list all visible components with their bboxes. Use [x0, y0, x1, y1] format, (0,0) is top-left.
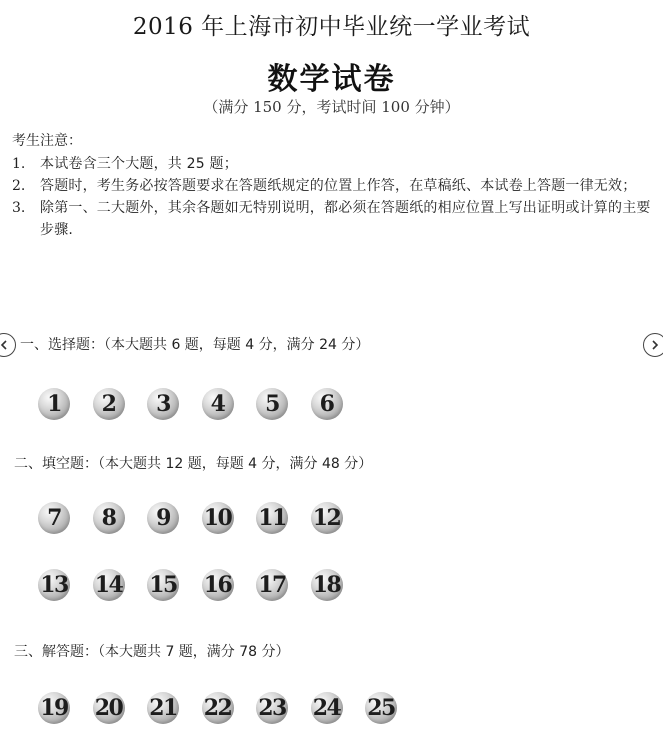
notice-item-number: 2.	[12, 178, 26, 194]
question-button-21[interactable]: 21	[147, 692, 179, 724]
section-header-multiple-choice	[0, 330, 663, 360]
section-label: 三、解答题：（本大题共 7 题，满分 78 分）	[14, 644, 290, 660]
question-button-20[interactable]: 20	[93, 692, 125, 724]
question-button-24[interactable]: 24	[311, 692, 343, 724]
chevron-left-icon	[0, 339, 10, 351]
section-header-fill-in-blank	[0, 449, 663, 479]
subject-title: 数学试卷	[267, 62, 396, 97]
question-button-13[interactable]: 13	[38, 569, 70, 601]
notice-item	[12, 153, 657, 175]
section-header-problem-solving	[0, 637, 663, 667]
next-button[interactable]	[643, 333, 663, 357]
question-button-17[interactable]: 17	[256, 569, 288, 601]
question-row	[38, 692, 420, 724]
question-button-11[interactable]: 11	[256, 502, 288, 534]
question-button-8[interactable]: 8	[93, 502, 125, 534]
section-label: 一、选择题：（本大题共 6 题，每题 4 分，满分 24 分）	[20, 337, 370, 353]
notice-item-number: 3.	[12, 200, 26, 216]
question-row	[38, 569, 365, 601]
question-button-15[interactable]: 15	[147, 569, 179, 601]
notice-item	[12, 175, 657, 197]
page-title: 2016 年上海市初中毕业统一学业考试	[132, 14, 531, 40]
question-button-16[interactable]: 16	[202, 569, 234, 601]
question-button-14[interactable]: 14	[93, 569, 125, 601]
question-row	[38, 388, 365, 420]
section-label: 二、填空题：（本大题共 12 题，每题 4 分，满分 48 分）	[14, 456, 373, 472]
notice-item-text: 答题时，考生务必按答题要求在答题纸规定的位置上作答，在草稿纸、本试卷上答题一律无效；	[40, 178, 637, 194]
question-button-9[interactable]: 9	[147, 502, 179, 534]
question-button-1[interactable]: 1	[38, 388, 70, 420]
notice-item-text: 本试卷含三个大题，共 25 题；	[40, 156, 238, 172]
question-button-6[interactable]: 6	[311, 388, 343, 420]
question-button-5[interactable]: 5	[256, 388, 288, 420]
question-button-22[interactable]: 22	[202, 692, 234, 724]
question-button-25[interactable]: 25	[365, 692, 397, 724]
notice-item-text: 除第一、二大题外，其余各题如无特别说明，都必须在答题纸的相应位置上写出证明或计算的主要步骤.	[40, 200, 651, 238]
question-button-3[interactable]: 3	[147, 388, 179, 420]
notice-item-number: 1.	[12, 156, 26, 172]
notice-item	[12, 197, 657, 241]
chevron-right-icon	[649, 339, 661, 351]
notice-heading: 考生注意：	[12, 133, 82, 149]
question-button-23[interactable]: 23	[256, 692, 288, 724]
question-button-19[interactable]: 19	[38, 692, 70, 724]
question-button-7[interactable]: 7	[38, 502, 70, 534]
question-button-18[interactable]: 18	[311, 569, 343, 601]
question-button-10[interactable]: 10	[202, 502, 234, 534]
exam-notice	[12, 130, 657, 241]
question-button-12[interactable]: 12	[311, 502, 343, 534]
question-row	[38, 502, 365, 534]
score-time-info: （满分 150 分，考试时间 100 分钟）	[203, 98, 460, 116]
question-button-4[interactable]: 4	[202, 388, 234, 420]
question-button-2[interactable]: 2	[93, 388, 125, 420]
